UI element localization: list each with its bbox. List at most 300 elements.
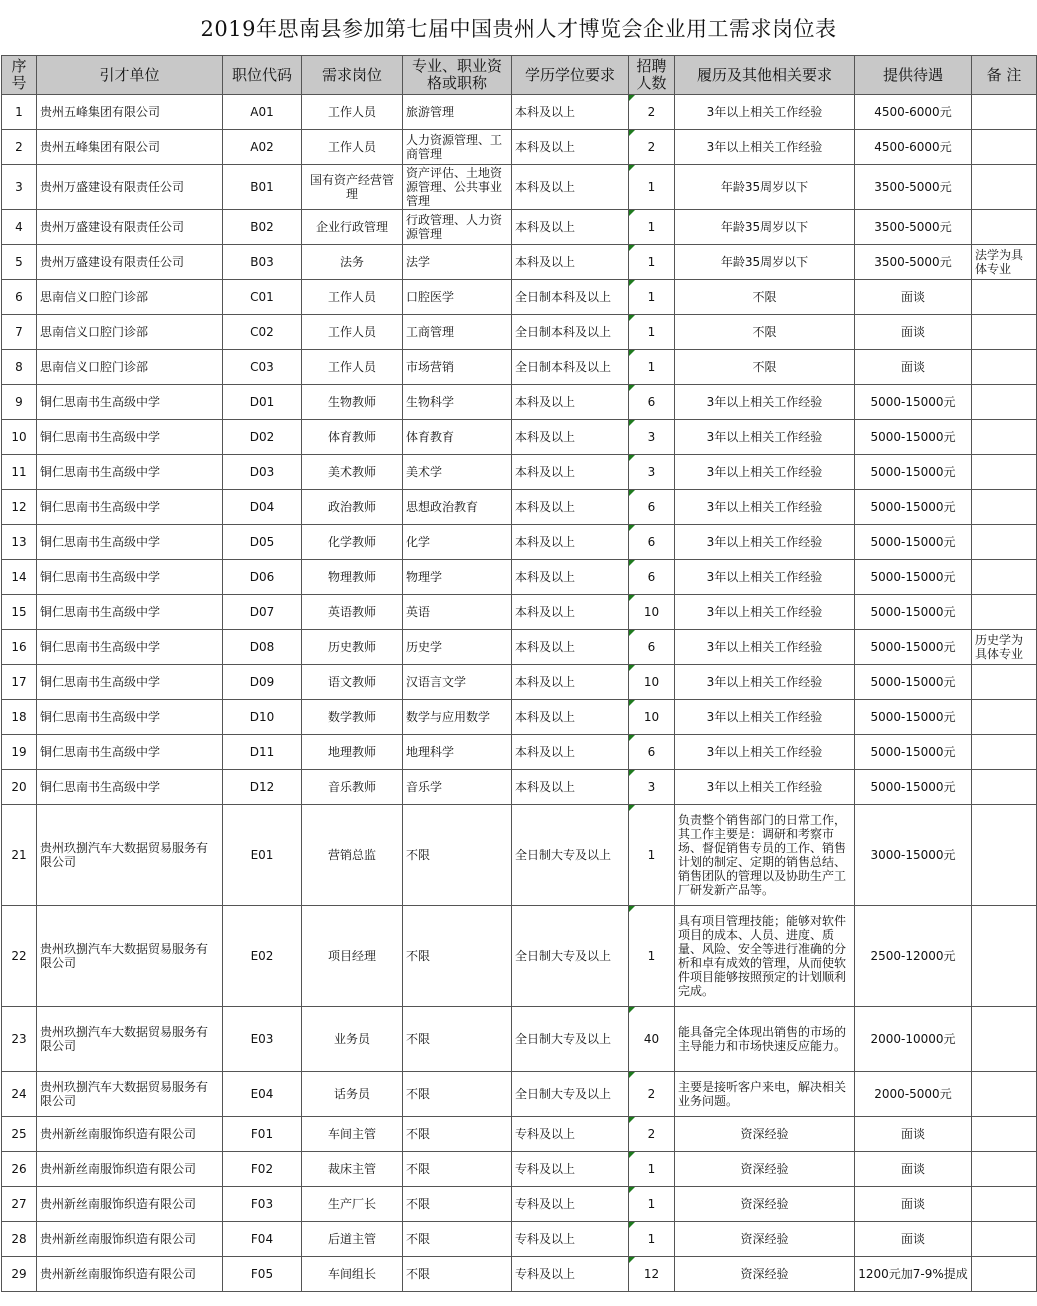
cell-requirements: 3年以上相关工作经验 — [675, 700, 855, 735]
cell-salary: 5000-15000元 — [855, 770, 972, 805]
cell-job-code: C01 — [223, 280, 302, 315]
cell-education: 本科及以上 — [512, 700, 629, 735]
cell-remarks — [972, 1152, 1037, 1187]
cell-count: 6 — [629, 630, 675, 665]
cell-job-code: D06 — [223, 560, 302, 595]
cell-position: 车间组长 — [302, 1257, 403, 1292]
table-row — [2, 210, 1037, 245]
cell-major: 物理学 — [403, 560, 512, 595]
cell-job-code: D02 — [223, 420, 302, 455]
cell-requirements: 3年以上相关工作经验 — [675, 630, 855, 665]
cell-index: 18 — [2, 700, 37, 735]
table-row — [2, 1222, 1037, 1257]
cell-employer: 思南信义口腔门诊部 — [37, 350, 223, 385]
cell-employer: 贵州新丝南服饰织造有限公司 — [37, 1257, 223, 1292]
cell-job-code: D08 — [223, 630, 302, 665]
cell-job-code: E04 — [223, 1072, 302, 1117]
header-requirements: 履历及其他相关要求 — [675, 56, 855, 95]
cell-position: 生物教师 — [302, 385, 403, 420]
cell-education: 本科及以上 — [512, 665, 629, 700]
cell-position: 营销总监 — [302, 805, 403, 906]
header-index: 序号 — [2, 56, 37, 95]
cell-job-code: D09 — [223, 665, 302, 700]
cell-requirements: 3年以上相关工作经验 — [675, 95, 855, 130]
cell-remarks — [972, 315, 1037, 350]
cell-education: 本科及以上 — [512, 630, 629, 665]
cell-salary: 3500-5000元 — [855, 245, 972, 280]
cell-job-code: F01 — [223, 1117, 302, 1152]
cell-count: 1 — [629, 210, 675, 245]
cell-position: 英语教师 — [302, 595, 403, 630]
cell-major: 旅游管理 — [403, 95, 512, 130]
cell-education: 专科及以上 — [512, 1152, 629, 1187]
table-row — [2, 130, 1037, 165]
cell-count: 6 — [629, 560, 675, 595]
cell-salary: 5000-15000元 — [855, 665, 972, 700]
cell-requirements: 资深经验 — [675, 1257, 855, 1292]
cell-remarks — [972, 1257, 1037, 1292]
cell-major: 行政管理、人力资源管理 — [403, 210, 512, 245]
cell-remarks — [972, 525, 1037, 560]
cell-job-code: D04 — [223, 490, 302, 525]
cell-employer: 铜仁思南书生高级中学 — [37, 770, 223, 805]
cell-employer: 铜仁思南书生高级中学 — [37, 630, 223, 665]
cell-index: 16 — [2, 630, 37, 665]
cell-job-code: C02 — [223, 315, 302, 350]
cell-salary: 5000-15000元 — [855, 455, 972, 490]
cell-requirements: 不限 — [675, 350, 855, 385]
cell-requirements: 3年以上相关工作经验 — [675, 455, 855, 490]
cell-salary: 2000-5000元 — [855, 1072, 972, 1117]
cell-major: 口腔医学 — [403, 280, 512, 315]
cell-position: 工作人员 — [302, 315, 403, 350]
header-salary: 提供待遇 — [855, 56, 972, 95]
cell-major: 思想政治教育 — [403, 490, 512, 525]
cell-index: 2 — [2, 130, 37, 165]
cell-index: 27 — [2, 1187, 37, 1222]
cell-requirements: 3年以上相关工作经验 — [675, 490, 855, 525]
cell-position: 地理教师 — [302, 735, 403, 770]
cell-job-code: D12 — [223, 770, 302, 805]
header-education: 学历学位要求 — [512, 56, 629, 95]
cell-education: 本科及以上 — [512, 95, 629, 130]
cell-employer: 贵州新丝南服饰织造有限公司 — [37, 1152, 223, 1187]
cell-job-code: F03 — [223, 1187, 302, 1222]
cell-index: 8 — [2, 350, 37, 385]
cell-count: 6 — [629, 735, 675, 770]
cell-salary: 5000-15000元 — [855, 630, 972, 665]
cell-employer: 铜仁思南书生高级中学 — [37, 595, 223, 630]
cell-job-code: D03 — [223, 455, 302, 490]
cell-education: 本科及以上 — [512, 595, 629, 630]
cell-count: 10 — [629, 595, 675, 630]
cell-position: 工作人员 — [302, 350, 403, 385]
cell-remarks: 历史学为具体专业 — [972, 630, 1037, 665]
cell-employer: 贵州玖捌汽车大数据贸易服务有限公司 — [37, 1072, 223, 1117]
header-remarks: 备 注 — [972, 56, 1037, 95]
cell-salary: 5000-15000元 — [855, 525, 972, 560]
table-row — [2, 906, 1037, 1007]
cell-position: 政治教师 — [302, 490, 403, 525]
cell-position: 话务员 — [302, 1072, 403, 1117]
page-title: 2019年思南县参加第七届中国贵州人才博览会企业用工需求岗位表 — [200, 16, 837, 41]
cell-index: 13 — [2, 525, 37, 560]
cell-index: 17 — [2, 665, 37, 700]
cell-count: 12 — [629, 1257, 675, 1292]
job-table — [1, 55, 1037, 1292]
cell-remarks — [972, 130, 1037, 165]
cell-remarks — [972, 770, 1037, 805]
cell-major: 资产评估、土地资源管理、公共事业管理 — [403, 165, 512, 210]
cell-count: 40 — [629, 1007, 675, 1072]
cell-requirements: 资深经验 — [675, 1222, 855, 1257]
cell-education: 本科及以上 — [512, 385, 629, 420]
cell-major: 工商管理 — [403, 315, 512, 350]
cell-job-code: F02 — [223, 1152, 302, 1187]
cell-remarks — [972, 385, 1037, 420]
cell-job-code: D01 — [223, 385, 302, 420]
cell-requirements: 3年以上相关工作经验 — [675, 385, 855, 420]
cell-major: 体育教育 — [403, 420, 512, 455]
cell-employer: 贵州万盛建设有限责任公司 — [37, 165, 223, 210]
header-job-code: 职位代码 — [223, 56, 302, 95]
cell-index: 29 — [2, 1257, 37, 1292]
cell-requirements: 年龄35周岁以下 — [675, 210, 855, 245]
table-row — [2, 770, 1037, 805]
table-row — [2, 350, 1037, 385]
cell-count: 10 — [629, 700, 675, 735]
cell-count: 3 — [629, 770, 675, 805]
cell-employer: 思南信义口腔门诊部 — [37, 315, 223, 350]
table-row — [2, 805, 1037, 906]
table-row — [2, 315, 1037, 350]
cell-education: 专科及以上 — [512, 1257, 629, 1292]
cell-major: 不限 — [403, 1007, 512, 1072]
cell-index: 3 — [2, 165, 37, 210]
cell-major: 不限 — [403, 1187, 512, 1222]
cell-salary: 面谈 — [855, 350, 972, 385]
cell-index: 15 — [2, 595, 37, 630]
cell-salary: 4500-6000元 — [855, 95, 972, 130]
cell-remarks — [972, 1007, 1037, 1072]
cell-remarks — [972, 805, 1037, 906]
cell-major: 汉语言文学 — [403, 665, 512, 700]
cell-major: 不限 — [403, 1257, 512, 1292]
cell-education: 本科及以上 — [512, 245, 629, 280]
cell-index: 20 — [2, 770, 37, 805]
cell-position: 数学教师 — [302, 700, 403, 735]
cell-major: 数学与应用数学 — [403, 700, 512, 735]
cell-job-code: F04 — [223, 1222, 302, 1257]
cell-major: 不限 — [403, 1222, 512, 1257]
table-row — [2, 385, 1037, 420]
cell-major: 化学 — [403, 525, 512, 560]
header-employer: 引才单位 — [37, 56, 223, 95]
cell-remarks — [972, 1187, 1037, 1222]
cell-salary: 5000-15000元 — [855, 700, 972, 735]
cell-job-code: D10 — [223, 700, 302, 735]
cell-job-code: D11 — [223, 735, 302, 770]
cell-remarks — [972, 210, 1037, 245]
cell-position: 业务员 — [302, 1007, 403, 1072]
cell-position: 工作人员 — [302, 280, 403, 315]
cell-index: 19 — [2, 735, 37, 770]
cell-requirements: 3年以上相关工作经验 — [675, 595, 855, 630]
cell-education: 专科及以上 — [512, 1117, 629, 1152]
cell-salary: 5000-15000元 — [855, 560, 972, 595]
table-row — [2, 165, 1037, 210]
cell-major: 不限 — [403, 906, 512, 1007]
cell-remarks — [972, 350, 1037, 385]
cell-major: 法学 — [403, 245, 512, 280]
cell-requirements: 具有项目管理技能；能够对软件项目的成本、人员、进度、质量、风险、安全等进行准确的分析和卓有成效的管理，从而使软件项目能够按照预定的计划顺利完成。 — [675, 906, 855, 1007]
table-row — [2, 1152, 1037, 1187]
cell-position: 项目经理 — [302, 906, 403, 1007]
cell-remarks — [972, 95, 1037, 130]
cell-education: 本科及以上 — [512, 165, 629, 210]
cell-employer: 思南信义口腔门诊部 — [37, 280, 223, 315]
table-row — [2, 630, 1037, 665]
cell-salary: 5000-15000元 — [855, 385, 972, 420]
cell-education: 本科及以上 — [512, 490, 629, 525]
cell-salary: 3000-15000元 — [855, 805, 972, 906]
cell-count: 6 — [629, 385, 675, 420]
cell-remarks — [972, 165, 1037, 210]
cell-salary: 3500-5000元 — [855, 165, 972, 210]
cell-employer: 铜仁思南书生高级中学 — [37, 735, 223, 770]
cell-remarks: 法学为具体专业 — [972, 245, 1037, 280]
cell-salary: 面谈 — [855, 315, 972, 350]
cell-job-code: B02 — [223, 210, 302, 245]
cell-job-code: B03 — [223, 245, 302, 280]
cell-employer: 铜仁思南书生高级中学 — [37, 455, 223, 490]
cell-salary: 3500-5000元 — [855, 210, 972, 245]
table-row — [2, 95, 1037, 130]
cell-position: 企业行政管理 — [302, 210, 403, 245]
cell-count: 1 — [629, 350, 675, 385]
cell-education: 全日制本科及以上 — [512, 280, 629, 315]
cell-remarks — [972, 1222, 1037, 1257]
cell-index: 28 — [2, 1222, 37, 1257]
cell-count: 6 — [629, 490, 675, 525]
cell-education: 本科及以上 — [512, 420, 629, 455]
cell-education: 本科及以上 — [512, 770, 629, 805]
cell-employer: 铜仁思南书生高级中学 — [37, 525, 223, 560]
cell-major: 人力资源管理、工商管理 — [403, 130, 512, 165]
cell-requirements: 能具备完全体现出销售的市场的主导能力和市场快速反应能力。 — [675, 1007, 855, 1072]
cell-employer: 贵州玖捌汽车大数据贸易服务有限公司 — [37, 805, 223, 906]
cell-job-code: E02 — [223, 906, 302, 1007]
cell-requirements: 3年以上相关工作经验 — [675, 560, 855, 595]
cell-index: 9 — [2, 385, 37, 420]
cell-remarks — [972, 560, 1037, 595]
cell-index: 10 — [2, 420, 37, 455]
cell-education: 全日制大专及以上 — [512, 805, 629, 906]
cell-position: 工作人员 — [302, 130, 403, 165]
cell-salary: 2000-10000元 — [855, 1007, 972, 1072]
cell-requirements: 年龄35周岁以下 — [675, 165, 855, 210]
cell-major: 音乐学 — [403, 770, 512, 805]
cell-count: 1 — [629, 165, 675, 210]
table-row — [2, 490, 1037, 525]
cell-index: 24 — [2, 1072, 37, 1117]
cell-count: 1 — [629, 245, 675, 280]
cell-index: 26 — [2, 1152, 37, 1187]
cell-count: 3 — [629, 420, 675, 455]
table-row — [2, 1007, 1037, 1072]
cell-major: 不限 — [403, 1072, 512, 1117]
cell-position: 美术教师 — [302, 455, 403, 490]
cell-employer: 贵州万盛建设有限责任公司 — [37, 245, 223, 280]
cell-index: 14 — [2, 560, 37, 595]
table-row — [2, 1072, 1037, 1117]
header-major: 专业、职业资格或职称 — [403, 56, 512, 95]
table-header-row — [2, 56, 1037, 95]
cell-remarks — [972, 665, 1037, 700]
cell-major: 英语 — [403, 595, 512, 630]
cell-index: 4 — [2, 210, 37, 245]
cell-employer: 铜仁思南书生高级中学 — [37, 560, 223, 595]
cell-employer: 贵州万盛建设有限责任公司 — [37, 210, 223, 245]
cell-salary: 1200元加7-9%提成 — [855, 1257, 972, 1292]
cell-education: 全日制大专及以上 — [512, 906, 629, 1007]
cell-position: 后道主管 — [302, 1222, 403, 1257]
cell-employer: 贵州玖捌汽车大数据贸易服务有限公司 — [37, 1007, 223, 1072]
table-row — [2, 1257, 1037, 1292]
cell-education: 本科及以上 — [512, 455, 629, 490]
cell-job-code: F05 — [223, 1257, 302, 1292]
cell-requirements: 资深经验 — [675, 1187, 855, 1222]
cell-job-code: D07 — [223, 595, 302, 630]
cell-remarks — [972, 455, 1037, 490]
cell-count: 1 — [629, 280, 675, 315]
cell-major: 地理科学 — [403, 735, 512, 770]
cell-salary: 2500-12000元 — [855, 906, 972, 1007]
cell-employer: 贵州新丝南服饰织造有限公司 — [37, 1222, 223, 1257]
cell-count: 1 — [629, 1187, 675, 1222]
cell-index: 12 — [2, 490, 37, 525]
cell-position: 物理教师 — [302, 560, 403, 595]
cell-education: 全日制大专及以上 — [512, 1072, 629, 1117]
cell-count: 2 — [629, 130, 675, 165]
cell-requirements: 3年以上相关工作经验 — [675, 665, 855, 700]
cell-major: 不限 — [403, 1117, 512, 1152]
cell-education: 本科及以上 — [512, 210, 629, 245]
cell-position: 语文教师 — [302, 665, 403, 700]
cell-remarks — [972, 1117, 1037, 1152]
cell-major: 历史学 — [403, 630, 512, 665]
table-row — [2, 420, 1037, 455]
cell-education: 全日制本科及以上 — [512, 315, 629, 350]
cell-count: 1 — [629, 805, 675, 906]
cell-major: 不限 — [403, 1152, 512, 1187]
cell-remarks — [972, 280, 1037, 315]
table-row — [2, 280, 1037, 315]
cell-position: 法务 — [302, 245, 403, 280]
cell-requirements: 资深经验 — [675, 1152, 855, 1187]
cell-requirements: 不限 — [675, 280, 855, 315]
cell-employer: 贵州五峰集团有限公司 — [37, 130, 223, 165]
table-row — [2, 700, 1037, 735]
cell-employer: 铜仁思南书生高级中学 — [37, 420, 223, 455]
cell-count: 1 — [629, 906, 675, 1007]
cell-position: 生产厂长 — [302, 1187, 403, 1222]
cell-index: 22 — [2, 906, 37, 1007]
cell-education: 本科及以上 — [512, 130, 629, 165]
cell-requirements: 不限 — [675, 315, 855, 350]
cell-index: 11 — [2, 455, 37, 490]
table-row — [2, 595, 1037, 630]
table-row — [2, 245, 1037, 280]
cell-salary: 面谈 — [855, 1187, 972, 1222]
cell-salary: 5000-15000元 — [855, 490, 972, 525]
cell-index: 7 — [2, 315, 37, 350]
cell-salary: 面谈 — [855, 1117, 972, 1152]
cell-major: 不限 — [403, 805, 512, 906]
cell-requirements: 3年以上相关工作经验 — [675, 735, 855, 770]
cell-position: 音乐教师 — [302, 770, 403, 805]
cell-count: 10 — [629, 665, 675, 700]
cell-requirements: 3年以上相关工作经验 — [675, 130, 855, 165]
cell-remarks — [972, 700, 1037, 735]
cell-count: 6 — [629, 525, 675, 560]
cell-salary: 面谈 — [855, 1222, 972, 1257]
cell-job-code: E01 — [223, 805, 302, 906]
table-row — [2, 1187, 1037, 1222]
cell-education: 本科及以上 — [512, 525, 629, 560]
table-row — [2, 525, 1037, 560]
cell-major: 市场营销 — [403, 350, 512, 385]
cell-requirements: 年龄35周岁以下 — [675, 245, 855, 280]
cell-requirements: 主要是接听客户来电，解决相关业务问题。 — [675, 1072, 855, 1117]
cell-position: 体育教师 — [302, 420, 403, 455]
cell-count: 1 — [629, 1222, 675, 1257]
cell-count: 3 — [629, 455, 675, 490]
cell-major: 生物科学 — [403, 385, 512, 420]
cell-requirements: 3年以上相关工作经验 — [675, 420, 855, 455]
cell-education: 全日制大专及以上 — [512, 1007, 629, 1072]
cell-remarks — [972, 735, 1037, 770]
cell-index: 6 — [2, 280, 37, 315]
cell-index: 25 — [2, 1117, 37, 1152]
cell-job-code: D05 — [223, 525, 302, 560]
cell-index: 5 — [2, 245, 37, 280]
cell-count: 2 — [629, 95, 675, 130]
cell-employer: 铜仁思南书生高级中学 — [37, 700, 223, 735]
cell-requirements: 3年以上相关工作经验 — [675, 770, 855, 805]
cell-index: 21 — [2, 805, 37, 906]
table-row — [2, 1117, 1037, 1152]
cell-position: 历史教师 — [302, 630, 403, 665]
cell-education: 专科及以上 — [512, 1222, 629, 1257]
cell-position: 国有资产经营管理 — [302, 165, 403, 210]
cell-count: 2 — [629, 1072, 675, 1117]
cell-remarks — [972, 595, 1037, 630]
table-row — [2, 560, 1037, 595]
cell-salary: 面谈 — [855, 280, 972, 315]
cell-remarks — [972, 1072, 1037, 1117]
cell-employer: 铜仁思南书生高级中学 — [37, 665, 223, 700]
cell-employer: 贵州新丝南服饰织造有限公司 — [37, 1187, 223, 1222]
table-row — [2, 665, 1037, 700]
cell-salary: 5000-15000元 — [855, 735, 972, 770]
cell-salary: 4500-6000元 — [855, 130, 972, 165]
cell-employer: 铜仁思南书生高级中学 — [37, 490, 223, 525]
cell-employer: 贵州新丝南服饰织造有限公司 — [37, 1117, 223, 1152]
cell-job-code: A02 — [223, 130, 302, 165]
cell-major: 美术学 — [403, 455, 512, 490]
cell-count: 2 — [629, 1117, 675, 1152]
